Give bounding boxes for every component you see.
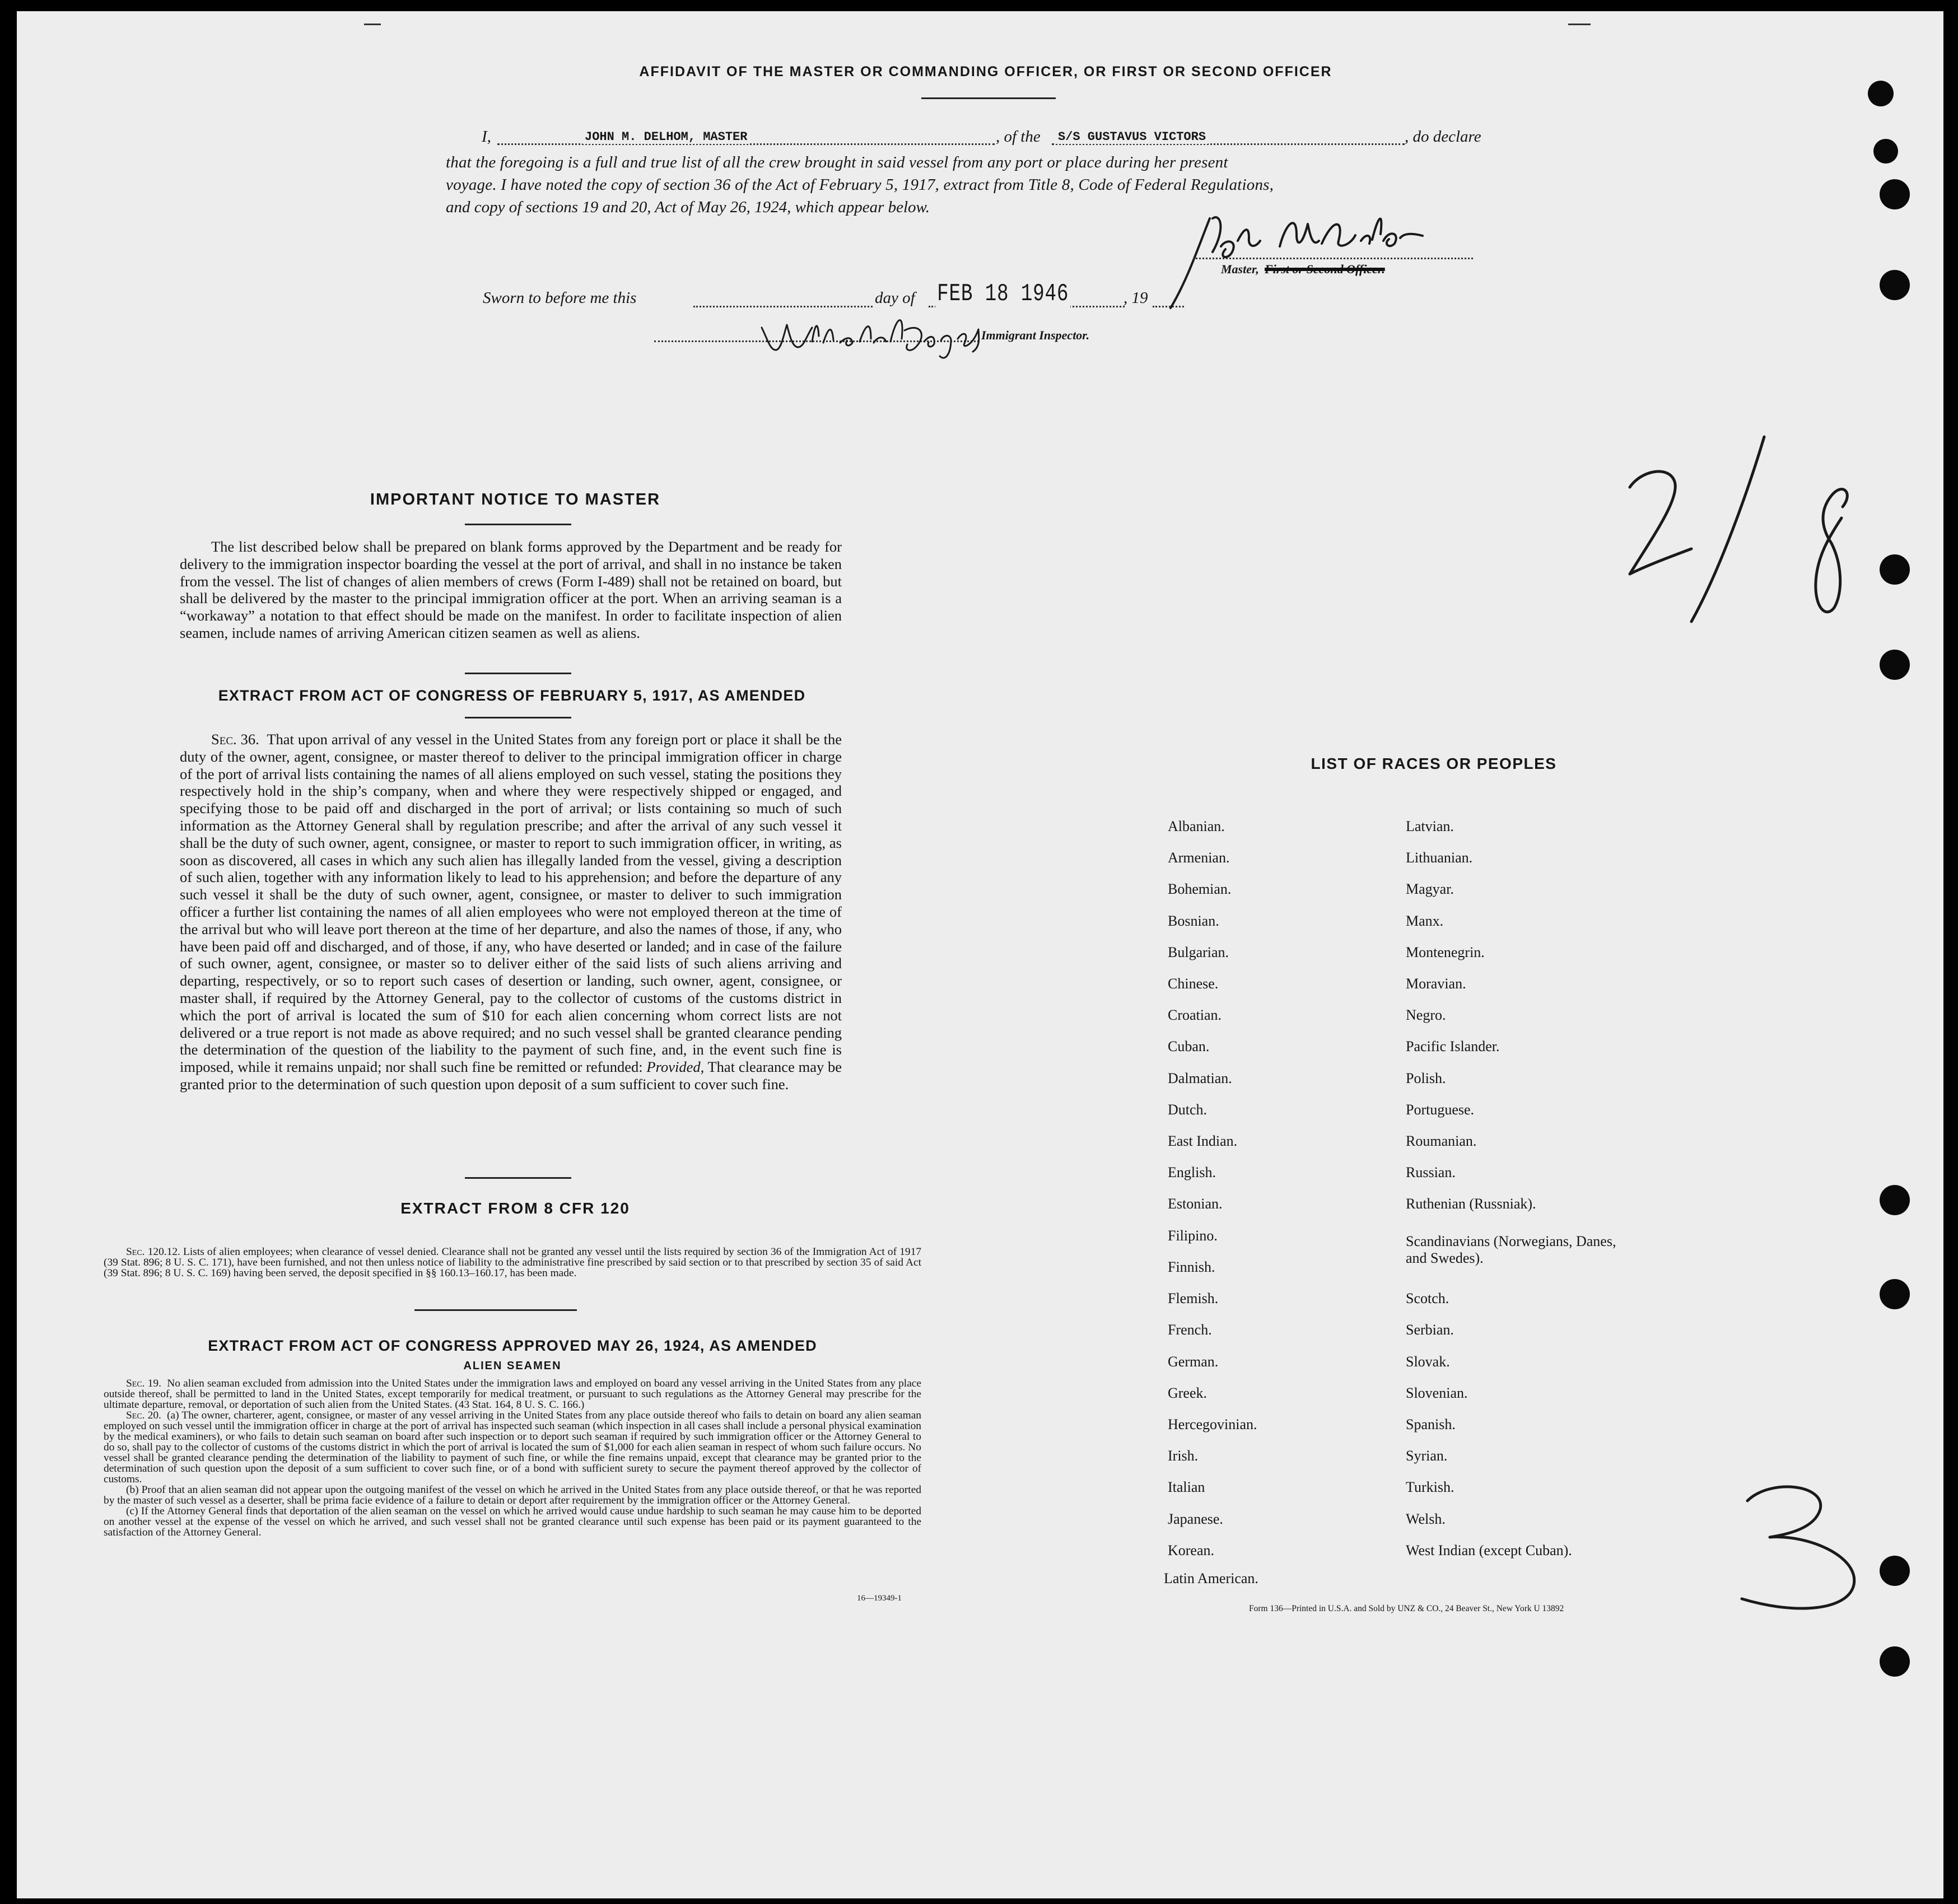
- sworn-day-of: day of: [875, 289, 915, 307]
- race-item: Estonian.: [1168, 1196, 1223, 1212]
- race-item: Spanish.: [1406, 1416, 1456, 1432]
- race-item: Finnish.: [1168, 1259, 1215, 1275]
- sworn-date-stamp: FEB 18 1946: [935, 280, 1070, 308]
- race-item: East Indian.: [1168, 1133, 1238, 1149]
- race-item: Magyar.: [1406, 881, 1454, 897]
- race-item: Hercegovinian.: [1168, 1416, 1257, 1432]
- race-item: Greek.: [1168, 1385, 1208, 1401]
- extract-1917-sec-label: Sec. 36.: [211, 731, 259, 748]
- binder-hole: [1880, 1185, 1910, 1215]
- race-item: Negro.: [1406, 1007, 1446, 1023]
- corner-mark: [1568, 24, 1591, 25]
- race-item: Scotch.: [1406, 1290, 1449, 1306]
- race-item: Japanese.: [1168, 1511, 1223, 1527]
- binder-hole: [1880, 270, 1910, 300]
- sec-20-label: Sec. 20.: [126, 1410, 161, 1421]
- extract-1917-title-rule: [465, 717, 571, 718]
- handwritten-page-annotation: [1607, 414, 1876, 638]
- race-item: Welsh.: [1406, 1511, 1446, 1527]
- signature-role-struck: First or Second Officer.: [1265, 262, 1385, 276]
- race-item: German.: [1168, 1354, 1219, 1370]
- race-item: Dalmatian.: [1168, 1070, 1232, 1086]
- binder-hole: [1880, 179, 1910, 209]
- race-item: Chinese.: [1168, 976, 1219, 992]
- race-item: Polish.: [1406, 1070, 1446, 1086]
- corner-mark: [364, 24, 381, 25]
- sec-19-text: No alien seaman excluded from admission into the United States under the immigration laws and employed on board any vessel arriving in the United States from any place outside thereof, shall be permitted to land in the United States, except temporarily for medical treatment, or pursuant to such regulations as the Attorney General may prescribe for the ultimate departure, removal, or deportation of such alien from the United States. (43 Stat. 164, 8 U. S. C. 166.): [104, 1378, 922, 1411]
- race-item: Bulgarian.: [1168, 944, 1229, 960]
- affidavit-title-rule: [921, 97, 1056, 99]
- race-item: Irish.: [1168, 1448, 1199, 1464]
- declaration-line-2: that the foregoing is a full and true list of all the crew brought in said vessel from any port or place during her present: [446, 153, 1228, 171]
- race-item: Dutch.: [1168, 1102, 1208, 1118]
- notice-title-rule: [465, 524, 571, 525]
- race-item: Filipino.: [1168, 1228, 1218, 1244]
- race-item: Scandinavians (Norwegians, Danes, and Swedes).: [1406, 1233, 1616, 1266]
- race-item: Syrian.: [1406, 1448, 1448, 1464]
- declaration-line-3: voyage. I have noted the copy of section 36 of the Act of February 5, 1917, extract from Title 8, Code of Federal Regulations,: [446, 176, 1274, 194]
- race-item: Armenian.: [1168, 850, 1230, 866]
- race-item: Flemish.: [1168, 1290, 1219, 1306]
- race-item: English.: [1168, 1164, 1216, 1180]
- form-footer: Form 136—Printed in U.S.A. and Sold by UNZ & CO., 24 Beaver St., New York U 13892: [1249, 1604, 1564, 1613]
- races-title: LIST OF RACES OR PEOPLES: [1311, 755, 1557, 772]
- race-item: Latin American.: [1164, 1570, 1258, 1586]
- declaration-of-the: , of the: [996, 128, 1041, 146]
- binder-hole: [1868, 81, 1894, 106]
- affidavit-title: AFFIDAVIT OF THE MASTER OR COMMANDING OFFICER, OR FIRST OR SECOND OFFICER: [639, 64, 1332, 80]
- race-item: Slovak.: [1406, 1354, 1450, 1370]
- race-item: Lithuanian.: [1406, 850, 1473, 866]
- race-item: Russian.: [1406, 1164, 1456, 1180]
- race-item: Manx.: [1406, 913, 1444, 929]
- race-item: Italian: [1168, 1479, 1205, 1495]
- race-item: West Indian (except Cuban).: [1406, 1542, 1572, 1558]
- sworn-text: Sworn to before me this: [483, 289, 637, 307]
- extract-1924-title: EXTRACT FROM ACT OF CONGRESS APPROVED MAY 26, 1924, AS AMENDED: [208, 1337, 817, 1354]
- notice-body-text: The list described below shall be prepared on blank forms approved by the Department and be ready for delivery to the immigration inspector boarding the vessel at the port of arrival, and shall in no instance be taken from the vessel. The list of changes of alien members of crews (Form I-489) shall not be retained on board, but shall be delivered by the master to the principal immigration officer at the port. When an arriving seaman is a “workaway” a notation to that effect should be made on the manifest. In order to facilitate inspection of alien seamen, include names of arriving American citizen seamen as well as aliens.: [180, 538, 842, 641]
- race-item: French.: [1168, 1322, 1212, 1338]
- inspector-signature: [750, 308, 986, 370]
- race-item: Albanian.: [1168, 818, 1225, 834]
- declaration-line-1: [17, 128, 1943, 150]
- binder-hole: [1880, 650, 1910, 680]
- extract-1917-text-b: That clearance may be granted prior to the determination of such question upon deposit of a sum sufficient to cover such fine.: [180, 1058, 842, 1093]
- race-item: Montenegrin.: [1406, 944, 1485, 960]
- sec-19-label: Sec. 19.: [126, 1378, 161, 1389]
- sworn-year-prefix: , 19: [1123, 289, 1148, 307]
- race-item: Bosnian.: [1168, 913, 1219, 929]
- race-item: Turkish.: [1406, 1479, 1454, 1495]
- form-code: 16—19349-1: [857, 1594, 902, 1603]
- extract-cfr-text: Lists of alien employees; when clearance of vessel denied. Clearance shall not be granted any vessel until the lists required by section 36 of the Immigration Act of 1917 (39 Stat. 896; 8 U. S. C. 171), have been furnished, and not then unless notice of liability to the administrative fine prescribed by said section or to that prescribed by section 35 of said Act (39 Stat. 896; 8 U. S. C. 169) having been served, the deposit specified in §§ 160.13–160.17, has been made.: [104, 1246, 921, 1279]
- race-item: Portuguese.: [1406, 1102, 1475, 1118]
- notice-body: [180, 538, 842, 642]
- race-item: Bohemian.: [1168, 881, 1232, 897]
- binder-hole: [1880, 554, 1910, 585]
- signature-role-master: Master,: [1221, 262, 1259, 276]
- binder-hole: [1873, 139, 1898, 164]
- extract-1917-title: EXTRACT FROM ACT OF CONGRESS OF FEBRUARY 5, 1917, AS AMENDED: [218, 687, 806, 704]
- race-item: Serbian.: [1406, 1322, 1454, 1338]
- extract-cfr-body: [104, 1247, 921, 1278]
- race-item: Cuban.: [1168, 1038, 1210, 1054]
- sworn-day-dotted-line: [693, 306, 873, 307]
- extract-1924-body: [104, 1378, 921, 1538]
- declaration-do-declare: , do declare: [1405, 128, 1481, 146]
- declaration-i: I,: [482, 128, 491, 146]
- inspector-label: Immigrant Inspector.: [981, 328, 1090, 342]
- race-item: Roumanian.: [1406, 1133, 1477, 1149]
- extract-1924-subtitle: ALIEN SEAMEN: [463, 1360, 562, 1372]
- binder-hole: [1880, 1646, 1910, 1677]
- race-item: Croatian.: [1168, 1007, 1222, 1023]
- sec-20c-text: (c) If the Attorney General finds that deportation of the alien seaman on the vessel on which he arrived would cause undue hardship to such seaman he may cause him to be deported on another vessel at the expense of the vessel on which he arrived, and such vessel shall not be granted clearance until such expense has been paid or its payment guaranteed to the satisfaction of the Attorney General.: [104, 1505, 921, 1538]
- signature-dotted-line: [1193, 258, 1473, 259]
- notice-end-rule: [465, 673, 571, 674]
- extract-cfr-title: EXTRACT FROM 8 CFR 120: [400, 1200, 630, 1217]
- race-item: Slovenian.: [1406, 1385, 1468, 1401]
- extract-cfr-end-rule: [414, 1309, 577, 1311]
- extract-1917-body: [180, 731, 842, 1093]
- handwritten-number-annotation: [1719, 1467, 1882, 1624]
- sworn-line: [17, 280, 1943, 308]
- race-item: Ruthenian (Russniak).: [1406, 1196, 1536, 1212]
- document-page: [17, 11, 1943, 1898]
- sworn-year-dotted-line: [1153, 306, 1184, 307]
- binder-hole: [1880, 1556, 1910, 1586]
- extract-1917-end-rule: [465, 1177, 571, 1179]
- race-item: Korean.: [1168, 1542, 1215, 1558]
- vessel-name-field: S/S GUSTAVUS VICTORS: [1056, 130, 1208, 144]
- race-item: Moravian.: [1406, 976, 1466, 992]
- race-item: Pacific Islander.: [1406, 1038, 1500, 1054]
- declaration-line-4: and copy of sections 19 and 20, Act of May 26, 1924, which appear below.: [446, 198, 930, 216]
- extract-1917-text-a: That upon arrival of any vessel in the United States from any foreign port or place it shall be the duty of the owner, agent, consignee, or master thereof to deliver to the principal immigration officer in charge of the port of arrival lists containing the names of all aliens employed on such vessel, stating the positions they respectively hold in the ship’s company, when and where they were respectively shipped or engaged, and specifying those to be paid off and discharged in the port of arrival; or lists containing so much of such information as the Attorney General shall by regulation prescribe; and after the arrival of any such vessel it shall be the duty of such owner, agent, consignee, or master to report to such immigration officer, in writing, as soon as discovered, all cases in which any such alien has illegally landed from the vessel, giving a description of such alien, together with any information likely to lead to his apprehension; and before the departure of any such vessel it shall be the duty of such owner, agent, consignee, or master to deliver to such immigration officer a further list containing the names of all alien employees who were not employed thereon at the time of the arrival but who will leave port thereon at the time of her departure, and also the names of those, if any, who have been paid off and discharged, and of those, if any, who have deserted or landed; and in case of the failure of such owner, agent, consignee, or master so to deliver either of the said lists of such aliens arriving and departing, respectively, or so to report such cases of desertion or landing, such owner, agent, consignee, or master shall, if required by the Attorney General, pay to the collector of customs of the customs district in which the port of arrival is located the sum of $10 for each alien concerning whom correct lists are not delivered or a true report is not made as above required; and no such vessel shall be granted clearance pending the determination of the question of the liability to the payment of such fine, and, in the event such fine is imposed, while it remains unpaid; nor shall such fine be remitted or refunded:: [180, 731, 842, 1076]
- extract-1917-provided: Provided,: [646, 1058, 705, 1076]
- race-item: Latvian.: [1406, 818, 1454, 834]
- master-name-field: JOHN M. DELHOM, MASTER: [582, 130, 749, 144]
- extract-cfr-sec-label: Sec. 120.12.: [126, 1246, 180, 1258]
- sec-20a-text: (a) The owner, charterer, agent, consignee, or master of any vessel arriving in the United States from any place outside thereof who fails to detain on board any alien seaman employed on such vessel until the immigration officer in charge at the port of arrival has inspected such seaman (which inspection in all cases shall include a personal physical examination by the medical examiners), or who fails to detain such seaman on board after such inspection or to deport such seaman if required by such immigration officer or the Attorney General to do so, shall pay to the collector of customs of the customs district in which the port of arrival is located the sum of $1,000 for each alien seaman in respect of whom such failure occurs. No vessel shall be granted clearance pending the determination of the liability to payment of such fine, or while the fine remains unpaid, except that clearance may be granted prior to the determination of such question upon the deposit of a sum sufficient to cover such fine, or of a bond with sufficient surety to secure the payment thereof approved by the collector of customs.: [104, 1410, 921, 1485]
- notice-title: IMPORTANT NOTICE TO MASTER: [370, 491, 661, 508]
- sec-20b-text: (b) Proof that an alien seaman did not appear upon the outgoing manifest of the vessel on which he arrived in the United States from any place outside thereof, or that he was reported by the master of such vessel as a deserter, shall be prima facie evidence of a failure to detain or deport after requirement by the immigration officer or the Attorney General.: [104, 1484, 921, 1506]
- binder-hole: [1880, 1279, 1910, 1309]
